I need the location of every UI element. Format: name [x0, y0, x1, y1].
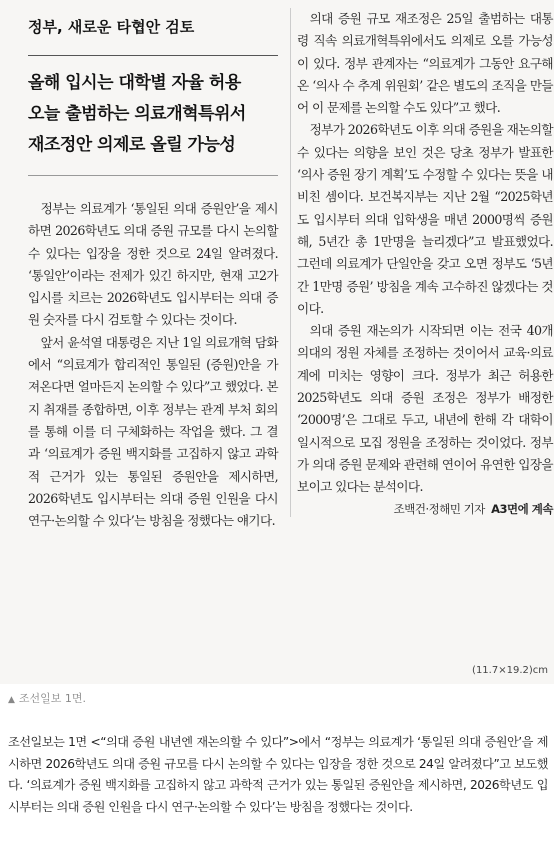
- headline-line-3: 재조정안 의제로 올릴 가능성: [28, 135, 236, 155]
- caption-text: 조선일보 1면.: [18, 692, 87, 705]
- headline-line-1: 올해 입시는 대학별 자율 허용: [28, 73, 241, 93]
- continue-note: A3면에 계속: [491, 501, 553, 516]
- clipping-size-note: (11.7×19.2)cm: [472, 665, 548, 676]
- paragraph: 정부는 의료계가 ‘통일된 의대 증원안’을 제시하면 2026학년도 의대 증원 규모를 다시 논의할 수 있다는 입장을 정한 것으로 24일 알려졌다. ‘통일안’이라는 전제가 있긴 하지만, 현재 고2가 입시를 치르는 2026학년도 입시부터는 의대 증원 숫자를 다시 검토할 수 있다는 것이다.: [28, 201, 278, 328]
- article-right-column: [290, 8, 553, 517]
- paragraph: 정부가 2026학년도 이후 의대 증원을 재논의할 수 있다는 의향을 보인 것은 당초 정부가 발표한 ‘의사 증원 장기 계획’도 수정할 수 있다는 뜻을 내비친 셈이다. 보건복지부는 지난 2월 “2025학년도 입시부터 의대 입학생을 매년 2000명씩 증원해, 5년간 총 1만명을 늘리겠다”고 발표했었다. 그런데 의료계가 단일안을 갖고 오면 정부도 ‘5년간 1만명 증원’ 방침을 계속 고수하진 않겠다는 것이다.: [297, 122, 553, 316]
- article-body-left: [28, 198, 278, 532]
- headline-box: [28, 55, 278, 176]
- paragraph: 앞서 윤석열 대통령은 지난 1일 의료개혁 담화에서 “의료계가 합리적인 통일된 (증원)안을 가져온다면 얼마든지 논의할 수 있다”고 했었다. 본지 취재를 종합하면, 이후 정부는 관계 부처 회의를 통해 이를 더 구체화하는 작업을 했다. 그 결과 ‘의료계가 증원 백지화를 고집하지 않고 과학적 근거가 있는 통일된 증원안을 제시하면, 2026학년도 입시부터는 의대 증원 인원을 다시 연구·논의할 수 있다’는 방침을 정했다는 얘기다.: [28, 334, 278, 529]
- paragraph: 의대 증원 재논의가 시작되면 이는 전국 40개 의대의 정원 자체를 조정하는 것이어서 교육·의료계에 미치는 영향이 크다. 정부가 최근 허용한 2025학년도 의대 증원 조정은 정부가 배정한 ‘2000명’은 그대로 두고, 내년에 한해 각 대학이 일시적으로 모집 정원을 조정하는 것이었다. 정부가 의대 증원 문제와 관련해 연이어 유연한 입장을 보이고 있다는 분석이다.: [297, 323, 553, 495]
- image-caption: [8, 690, 86, 706]
- article-left-column: [28, 16, 278, 532]
- headline-line-2: 오늘 출범하는 의료개혁특위서: [28, 104, 246, 124]
- article-body-right: [297, 8, 553, 499]
- caption-triangle-icon: ▲: [8, 695, 15, 705]
- paragraph: 의대 증원 규모 재조정은 25일 출범하는 대통령 직속 의료개혁특위에서도 의제로 오를 가능성이 있다. 정부 관계자는 “의료계가 그동안 요구해온 ‘의사 수 추계 위원회’ 같은 별도의 조직을 만들어 이 문제를 논의할 수도 있다”고 했다.: [297, 11, 553, 116]
- body-paragraph: 조선일보는 1면 <“의대 증원 내년엔 재논의할 수 있다”>에서 “정부는 의료계가 ‘통일된 의대 증원안’을 제시하면 2026학년도 의대 증원 규모를 다시 논의할 수 있다는 입장을 정한 것으로 24일 알려졌다”고 보도했다. ‘의료계가 증원 백지화를 고집하지 않고 과학적 근거가 있는 통일된 증원안을 제시하면, 2026학년도 입시부터는 의대 증원 인원을 다시 연구·논의할 수 있다’는 방침을 정했다는 것이다.: [8, 735, 548, 814]
- byline-names: 조백건·정해민 기자: [393, 501, 485, 516]
- section-tag: 정부, 새로운 타협안 검토: [28, 18, 195, 36]
- byline: [297, 501, 553, 517]
